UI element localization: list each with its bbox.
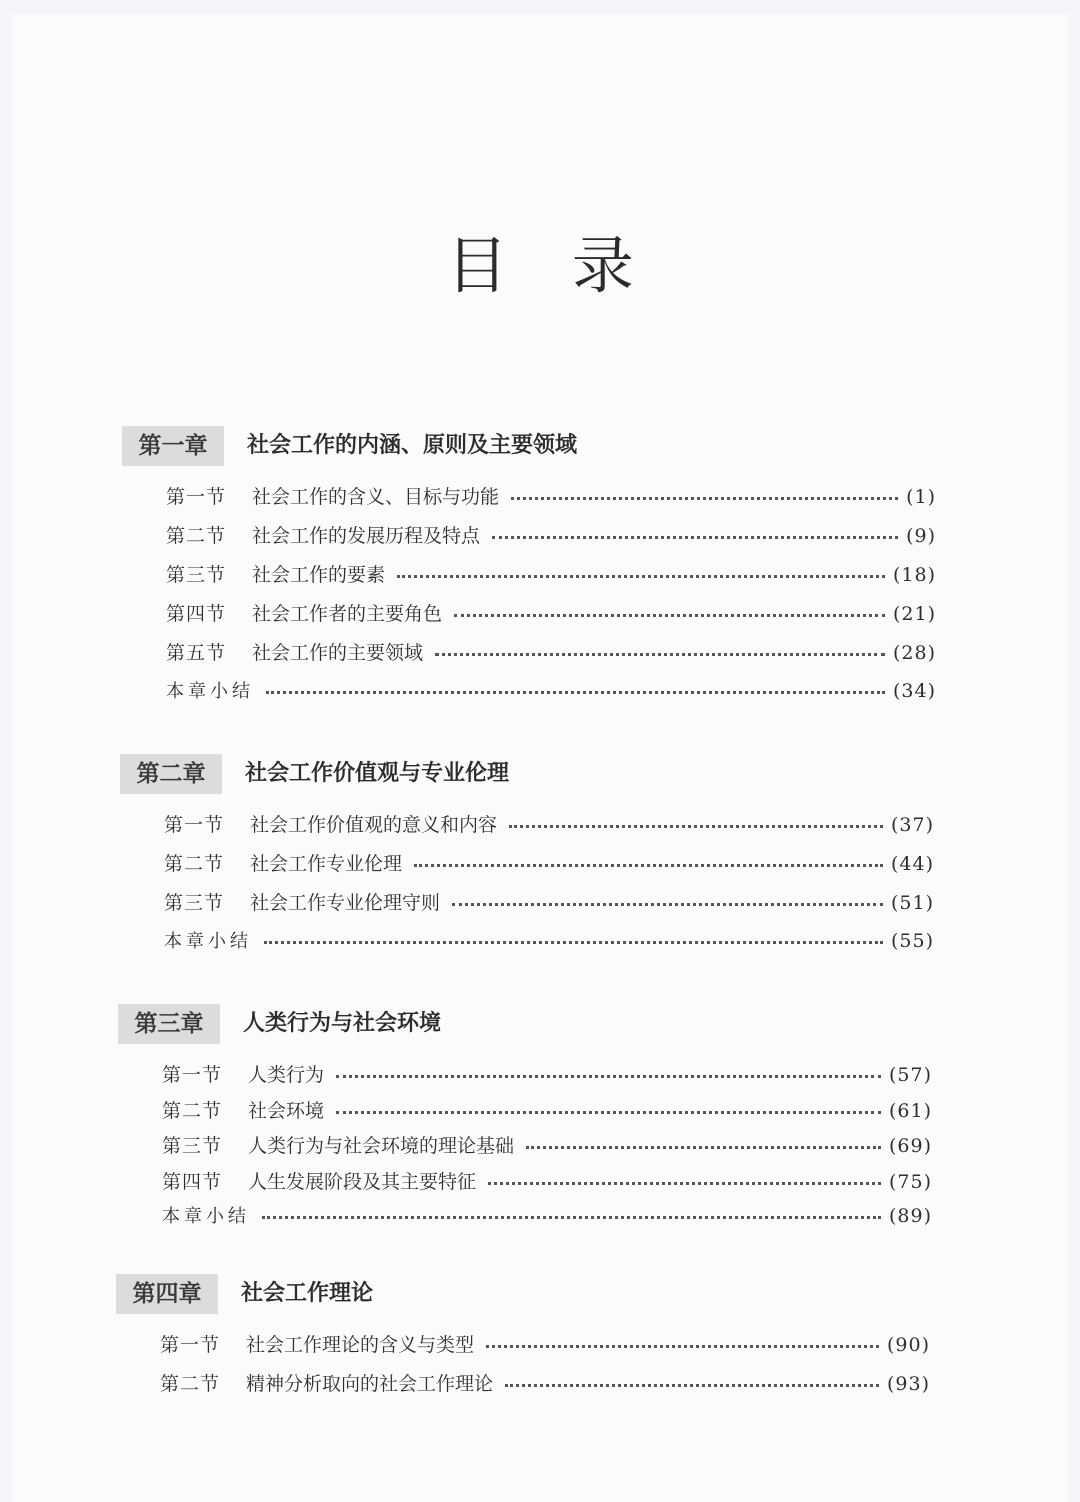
toc-entry-summary[interactable]: [162, 1202, 932, 1238]
page-number: (93): [886, 1373, 930, 1395]
dot-leader: [492, 526, 898, 539]
dot-leader: [488, 1172, 881, 1185]
section-title: 社会工作价值观的意义和内容: [250, 814, 498, 836]
section-label: 第一节: [162, 1064, 223, 1086]
section-title: 社会工作专业伦理: [250, 853, 403, 875]
toc-entry[interactable]: [166, 638, 936, 677]
section-list: [166, 482, 936, 716]
section-label: 第一节: [160, 1334, 221, 1356]
dot-leader: [486, 1335, 879, 1348]
page-number: (21): [892, 603, 936, 625]
chapter-label: 第二章: [120, 754, 222, 794]
toc-entry[interactable]: [162, 1096, 932, 1132]
chapter-header: [118, 1004, 938, 1044]
toc-entry[interactable]: [162, 1060, 932, 1096]
chapter-1: [122, 426, 942, 702]
dot-leader: [454, 604, 885, 617]
section-label: 第二节: [160, 1373, 221, 1395]
section-label: 第一节: [164, 814, 225, 836]
page-number: (51): [890, 892, 934, 914]
chapter-2: [120, 754, 940, 952]
section-label: 第五节: [166, 642, 227, 664]
dot-leader: [336, 1065, 881, 1078]
page-number: (28): [892, 642, 936, 664]
page-number: (37): [890, 814, 934, 836]
dot-leader: [264, 931, 883, 944]
section-list: [160, 1330, 930, 1408]
page-number: (55): [890, 930, 934, 952]
toc-entry[interactable]: [160, 1330, 930, 1369]
section-title: 社会工作的含义、目标与功能: [252, 486, 500, 508]
dot-leader: [505, 1374, 879, 1387]
toc-entry[interactable]: [164, 810, 934, 849]
dot-leader: [435, 643, 885, 656]
section-title: 人类行为: [248, 1064, 325, 1086]
chapter-title: 社会工作价值观与专业伦理: [245, 761, 510, 786]
section-list: [162, 1060, 932, 1238]
section-title: 人类行为与社会环境的理论基础: [248, 1135, 515, 1157]
dot-leader: [397, 565, 885, 578]
section-title: 社会工作专业伦理守则: [250, 892, 441, 914]
section-label: 第三节: [166, 564, 227, 586]
page-number: (75): [888, 1170, 932, 1193]
section-title: 人生发展阶段及其主要特征: [248, 1170, 477, 1193]
section-label: 第二节: [164, 853, 225, 875]
dot-leader: [262, 1206, 881, 1219]
toc-entry[interactable]: [166, 599, 936, 638]
toc-entry-summary[interactable]: [164, 927, 934, 966]
section-label: 第二节: [162, 1099, 223, 1122]
toc-entry[interactable]: [166, 560, 936, 599]
toc-entry[interactable]: [164, 849, 934, 888]
section-title: 社会工作者的主要角色: [252, 603, 443, 625]
dot-leader: [511, 487, 898, 500]
toc-entry[interactable]: [164, 888, 934, 927]
toc-entry[interactable]: [160, 1369, 930, 1408]
dot-leader: [526, 1136, 881, 1149]
dot-leader: [266, 681, 885, 694]
section-title: 社会工作的主要领域: [252, 642, 424, 664]
page-number: (1): [906, 486, 936, 508]
dot-leader: [414, 854, 883, 867]
section-label: 第一节: [166, 486, 227, 508]
chapter-title: 社会工作的内涵、原则及主要领域: [247, 433, 578, 458]
page-number: (89): [888, 1205, 932, 1227]
summary-label: 本章小结: [164, 931, 252, 952]
toc-entry[interactable]: [166, 482, 936, 521]
page-number: (44): [890, 853, 934, 875]
page-number: (69): [888, 1135, 932, 1157]
page-number: (90): [886, 1334, 930, 1356]
dot-leader: [509, 815, 883, 828]
section-title: 精神分析取向的社会工作理论: [246, 1373, 494, 1395]
summary-label: 本章小结: [166, 681, 254, 702]
toc-title: 目 录: [446, 229, 656, 302]
section-title: 社会工作理论的含义与类型: [246, 1334, 475, 1356]
section-label: 第三节: [162, 1135, 223, 1157]
toc-entry[interactable]: [162, 1131, 932, 1167]
chapter-label: 第一章: [122, 426, 224, 466]
dot-leader: [452, 893, 883, 906]
toc-entry[interactable]: [166, 521, 936, 560]
section-title: 社会工作的要素: [252, 564, 386, 586]
chapter-title: 社会工作理论: [241, 1281, 374, 1306]
chapter-label: 第三章: [118, 1004, 220, 1044]
toc-entry[interactable]: [162, 1167, 932, 1203]
section-list: [164, 810, 934, 966]
toc-entry-summary[interactable]: [166, 677, 936, 716]
summary-label: 本章小结: [162, 1206, 250, 1227]
section-label: 第三节: [164, 892, 225, 914]
page-number: (57): [888, 1064, 932, 1086]
chapter-header: [120, 754, 940, 794]
chapter-header: [122, 426, 942, 466]
chapter-4: [116, 1274, 936, 1395]
section-label: 第二节: [166, 525, 227, 547]
section-title: 社会工作的发展历程及特点: [252, 525, 481, 547]
page-number: (61): [888, 1099, 932, 1122]
dot-leader: [336, 1101, 881, 1114]
page-number: (34): [892, 680, 936, 702]
section-label: 第四节: [162, 1170, 223, 1193]
chapter-label: 第四章: [116, 1274, 218, 1314]
page-number: (9): [906, 525, 936, 547]
section-title: 社会环境: [248, 1099, 325, 1122]
chapter-title: 人类行为与社会环境: [243, 1011, 442, 1036]
page-number: (18): [892, 564, 936, 586]
chapter-3: [118, 1004, 938, 1227]
section-label: 第四节: [166, 603, 227, 625]
chapter-header: [116, 1274, 936, 1314]
